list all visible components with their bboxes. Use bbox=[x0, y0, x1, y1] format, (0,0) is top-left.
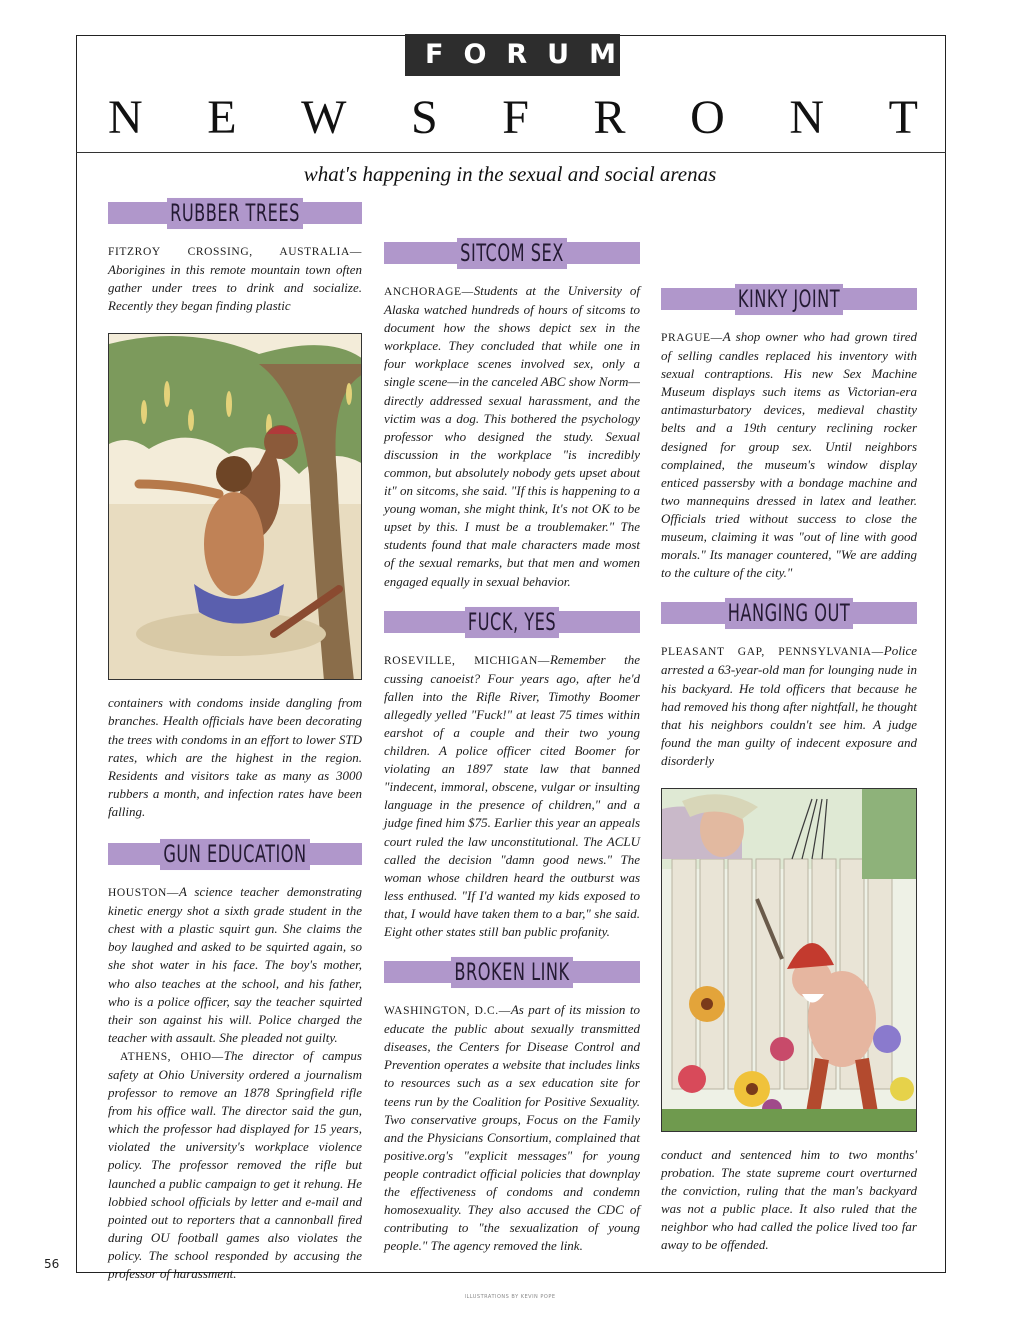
title-letter: O bbox=[690, 91, 725, 144]
article-rubber-trees-intro: FITZROY CROSSING, AUSTRALIA—Aborigines in this remote mountain town often gather under trees to drink and socialize. Recently they began finding plastic bbox=[108, 246, 362, 314]
heading-rubber-trees: RUBBER TREES bbox=[108, 202, 362, 224]
couple-under-tree-illustration bbox=[109, 334, 362, 680]
dateline: HOUSTON— bbox=[108, 887, 180, 900]
page-title bbox=[108, 92, 918, 144]
dateline: ATHENS, OHIO— bbox=[120, 1050, 224, 1063]
heading-broken-link: BROKEN LINK bbox=[384, 961, 640, 983]
title-letter: N bbox=[108, 91, 143, 144]
illustration-hanging-out bbox=[661, 788, 917, 1132]
article-kinky-joint: PRAGUE—A shop owner who had grown tired of selling candles replaced his inventory with sexual contraptions. His new Sex Machine Museum displays such items as Victorian-era antimasturbatory devices, medieval chastity belts and a 19th century reclining rocker designed for group sex. Until neighbors complained, the museum's window display enticed passersby with a bondage machine and two mannequins dressed in latex and leather. Officials tried without success to close the museum, claiming it was "out of line with good morals." Its manager countered, "We are adding to the culture of the city." bbox=[661, 329, 917, 581]
heading-kinky-joint: KINKY JOINT bbox=[661, 288, 917, 310]
dateline: FITZROY CROSSING, AUSTRALIA— bbox=[108, 246, 362, 258]
dateline: ANCHORAGE— bbox=[384, 286, 474, 298]
article-gun-education-1: HOUSTON—A science teacher demonstrating kinetic energy shot a sixth grade student in the chest with a plastic squirt gun. She claims the boy laughed and asked to be squirted again, so she shot water in his face. The boy's mother, who also teaches at the school, and his father, who is a police officer, say the teacher squirted their son against his will. Police charged the teacher with assault. She pleaded not guilty. bbox=[108, 884, 362, 1045]
article-hanging-out-intro: PLEASANT GAP, PENNSYLVANIA—Police arrested a 63-year-old man for lounging nude in his backyard. He told officers that because he had removed his thong after nightfall, he thought that his neighbors couldn't see him. A judge found the man guilty of indecent exposure and disorderly bbox=[661, 643, 917, 768]
title-letter: E bbox=[207, 91, 237, 144]
article-gun-education-2: ATHENS, OHIO—The director of campus safety at Ohio University ordered a journalism professor to remove an 1878 Springfield rifle from his office wall. The director said the gun, which the professor had displayed for 15 years, violated the university's workplace violence policy. The professor removed the rifle but launched a public campaign to get it rehung. He lobbied school officials by letter and e-mail and pointed out to reporters that a cannonball fired during OU football games also violates the policy. The school responded by accusing the professor of harassment. bbox=[108, 1047, 362, 1281]
column-left bbox=[108, 199, 362, 1283]
dateline: ROSEVILLE, MICHIGAN— bbox=[384, 654, 550, 667]
column-right bbox=[661, 202, 917, 1255]
heading-gun-education: GUN EDUCATION bbox=[108, 843, 362, 865]
heading-fuck-yes: FUCK, YES bbox=[384, 611, 640, 633]
article-rubber-trees-cont: containers with condoms inside dangling from branches. Health officials have been decorating the trees with condoms in an effort to lower STD rates, which are the highest in the region. Residents and visitors take as many as 3000 rubbers a month, and infection rates have been falling. bbox=[108, 695, 362, 819]
man-in-garden-illustration bbox=[662, 789, 917, 1132]
dateline: PLEASANT GAP, PENNSYLVANIA— bbox=[661, 646, 884, 659]
article-fuck-yes: ROSEVILLE, MICHIGAN—Remember the cussing canoeist? Four years ago, after he'd fallen into the Rifle River, Timothy Boomer allegedly yelled "Fuck!" at least 75 times within earshot of a couple and their two young children. A police officer cited Boomer for violating an 1897 state law that banned "indecent, immoral, obscene, vulgar or insulting language in the presence of children," and a judge fined him $75. Earlier this year an appeals court ruled the law unconstitutional. The ACLU called the decision "damn good news." The woman whose children heard the outburst was less enthused. "If I'd wanted my kids exposed to that, I would have taken them to a bar," she said. Eight other states still ban public profanity. bbox=[384, 651, 641, 939]
page-number: 56 bbox=[44, 1257, 60, 1271]
heading-sitcom-sex: SITCOM SEX bbox=[384, 242, 640, 264]
article-sitcom-sex: ANCHORAGE—Students at the University of Alaska watched hundreds of hours of sitcoms to document how the shows depict sex in the workplace. They concluded that while one in four workplace scenes involved sex, only a single scene—in the canceled ABC show Norm—directly addressed sexual harassment, and the victim was a dog. This bothered the psychology professor who designed the study. Sexual discussion in the workplace "is incredibly common, but absolutely nobody gets upset about it" on sitcoms, she said. "If this is happening to a young woman, she might think, It's not OK to be upset by this. I must be a troublemaker." The students found that male characters made most of the sexual remarks, but that men and women engaged equally in sexual behavior. bbox=[384, 283, 640, 589]
article-broken-link: WASHINGTON, D.C.—As part of its mission to educate the public about sexually transmitted diseases, the Centers for Disease Control and Prevention operates a website that includes links to resources such as a sex education site for teens run by the Coalition for Positive Sexuality. Two conservative groups, Focus on the Family and the Physicians Consortium, complained that positive.org's "explicit messages" for young people contradict official policies that downplay the effectiveness of condoms and condemn homosexuality. They also accused the CDC of contributing to "the sexualization of young people." The agency removed the link. bbox=[384, 1002, 640, 1254]
section-label: FORUM bbox=[405, 34, 620, 76]
title-letter: S bbox=[411, 91, 438, 144]
dateline: WASHINGTON, D.C.— bbox=[384, 1005, 511, 1018]
title-letter: T bbox=[888, 91, 918, 144]
column-middle bbox=[384, 202, 640, 1255]
article-hanging-out-cont: conduct and sentenced him to two months' probation. The state supreme court overturned the conviction, ruling that the man's backyard was not a public place. It also ruled that the neighbor who had called the police lived too far away to be offended. bbox=[661, 1146, 917, 1253]
illustration-credit: ILLUSTRATIONS BY KEVIN POPE bbox=[464, 1294, 556, 1300]
tagline: what's happening in the sexual and social arenas bbox=[303, 162, 717, 186]
title-letter: R bbox=[593, 91, 626, 144]
title-letter: W bbox=[301, 91, 347, 144]
illustration-rubber-trees bbox=[108, 333, 362, 680]
title-rule bbox=[76, 152, 946, 153]
dateline: PRAGUE— bbox=[661, 332, 723, 344]
title-letter: F bbox=[502, 91, 529, 144]
title-letter: N bbox=[789, 91, 825, 144]
heading-hanging-out: HANGING OUT bbox=[661, 602, 917, 624]
